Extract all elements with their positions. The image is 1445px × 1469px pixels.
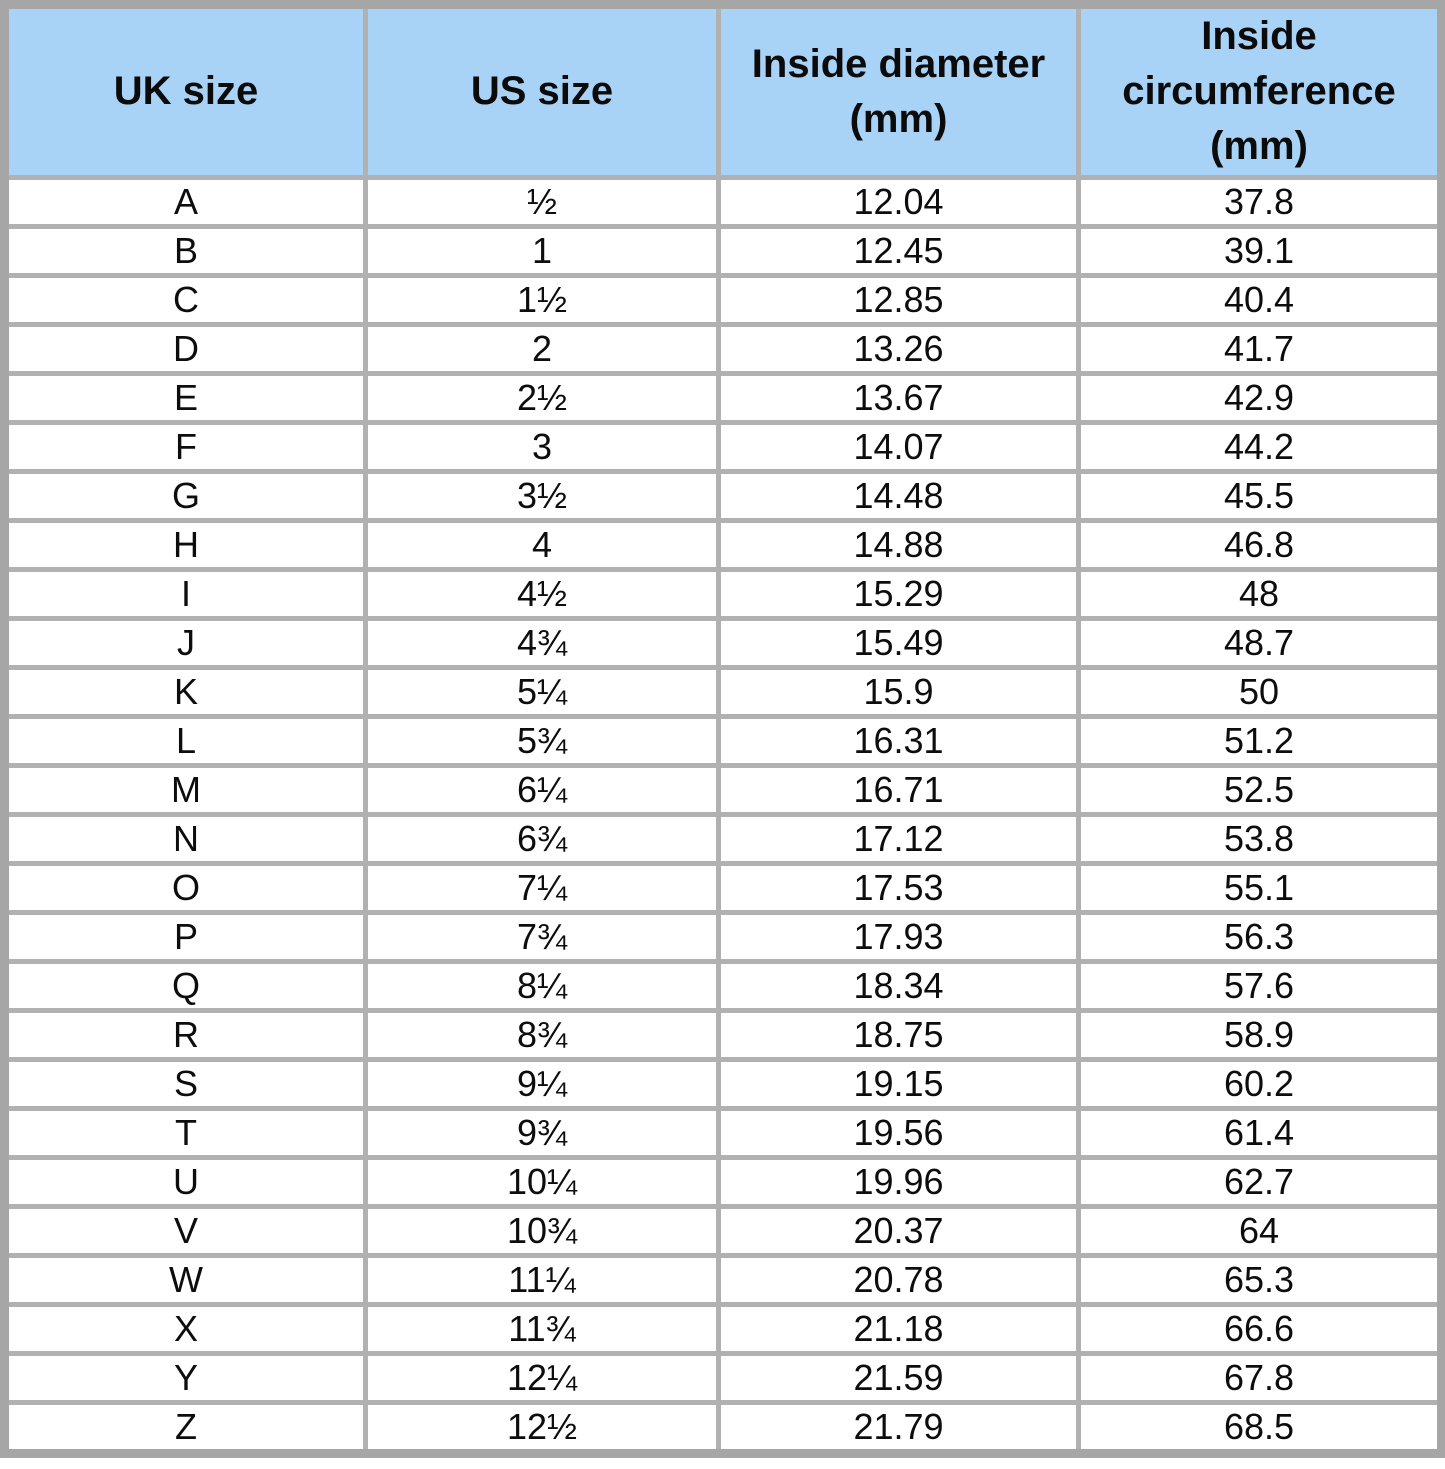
inside-diameter-cell: 14.07 [719, 422, 1079, 471]
uk-size-cell: U [5, 1157, 366, 1206]
header-inside-circumference: Inside circumference (mm) [1079, 5, 1442, 178]
uk-size-cell: S [5, 1059, 366, 1108]
table-row [5, 1255, 1442, 1304]
uk-size-cell: J [5, 618, 366, 667]
uk-size-cell: A [5, 177, 366, 226]
uk-size-cell: C [5, 275, 366, 324]
us-size-cell: 12¼ [366, 1353, 719, 1402]
table-row [5, 226, 1442, 275]
table-row [5, 1010, 1442, 1059]
table-row [5, 1157, 1442, 1206]
table-row [5, 1402, 1442, 1453]
us-size-cell: 4½ [366, 569, 719, 618]
table-row [5, 1353, 1442, 1402]
us-size-cell: 10¾ [366, 1206, 719, 1255]
table-row [5, 863, 1442, 912]
uk-size-cell: N [5, 814, 366, 863]
inside-circumference-cell: 44.2 [1079, 422, 1442, 471]
us-size-cell: 10¼ [366, 1157, 719, 1206]
inside-circumference-cell: 58.9 [1079, 1010, 1442, 1059]
table-row [5, 177, 1442, 226]
us-size-cell: 1½ [366, 275, 719, 324]
us-size-cell: 1 [366, 226, 719, 275]
inside-diameter-cell: 17.93 [719, 912, 1079, 961]
inside-diameter-cell: 15.49 [719, 618, 1079, 667]
us-size-cell: 7¼ [366, 863, 719, 912]
table-row [5, 569, 1442, 618]
inside-diameter-cell: 20.37 [719, 1206, 1079, 1255]
table-row [5, 765, 1442, 814]
table-row [5, 716, 1442, 765]
inside-diameter-cell: 12.45 [719, 226, 1079, 275]
inside-circumference-cell: 48 [1079, 569, 1442, 618]
table-body [5, 177, 1442, 1453]
us-size-cell: ½ [366, 177, 719, 226]
inside-circumference-cell: 53.8 [1079, 814, 1442, 863]
inside-diameter-cell: 21.79 [719, 1402, 1079, 1453]
uk-size-cell: E [5, 373, 366, 422]
inside-circumference-cell: 67.8 [1079, 1353, 1442, 1402]
uk-size-cell: X [5, 1304, 366, 1353]
table-row [5, 471, 1442, 520]
inside-diameter-cell: 14.88 [719, 520, 1079, 569]
table-row [5, 618, 1442, 667]
us-size-cell: 7¾ [366, 912, 719, 961]
table-row [5, 275, 1442, 324]
us-size-cell: 2½ [366, 373, 719, 422]
inside-circumference-cell: 64 [1079, 1206, 1442, 1255]
table-header [5, 5, 1442, 178]
us-size-cell: 6¾ [366, 814, 719, 863]
header-row [5, 5, 1442, 178]
table-row [5, 1059, 1442, 1108]
inside-diameter-cell: 19.56 [719, 1108, 1079, 1157]
inside-diameter-cell: 13.26 [719, 324, 1079, 373]
uk-size-cell: G [5, 471, 366, 520]
table-row [5, 961, 1442, 1010]
inside-circumference-cell: 60.2 [1079, 1059, 1442, 1108]
table-row [5, 1108, 1442, 1157]
uk-size-cell: Z [5, 1402, 366, 1453]
us-size-cell: 3 [366, 422, 719, 471]
us-size-cell: 11¾ [366, 1304, 719, 1353]
inside-circumference-cell: 37.8 [1079, 177, 1442, 226]
inside-diameter-cell: 19.15 [719, 1059, 1079, 1108]
inside-diameter-cell: 15.9 [719, 667, 1079, 716]
us-size-cell: 8¾ [366, 1010, 719, 1059]
uk-size-cell: I [5, 569, 366, 618]
inside-circumference-cell: 68.5 [1079, 1402, 1442, 1453]
us-size-cell: 2 [366, 324, 719, 373]
inside-diameter-cell: 18.75 [719, 1010, 1079, 1059]
inside-circumference-cell: 61.4 [1079, 1108, 1442, 1157]
uk-size-cell: P [5, 912, 366, 961]
inside-diameter-cell: 12.04 [719, 177, 1079, 226]
header-uk-size: UK size [5, 5, 366, 178]
table-row [5, 1206, 1442, 1255]
inside-circumference-cell: 62.7 [1079, 1157, 1442, 1206]
inside-diameter-cell: 21.59 [719, 1353, 1079, 1402]
inside-circumference-cell: 66.6 [1079, 1304, 1442, 1353]
uk-size-cell: T [5, 1108, 366, 1157]
inside-circumference-cell: 48.7 [1079, 618, 1442, 667]
uk-size-cell: M [5, 765, 366, 814]
uk-size-cell: R [5, 1010, 366, 1059]
us-size-cell: 11¼ [366, 1255, 719, 1304]
table-row [5, 667, 1442, 716]
inside-diameter-cell: 21.18 [719, 1304, 1079, 1353]
inside-diameter-cell: 15.29 [719, 569, 1079, 618]
inside-circumference-cell: 52.5 [1079, 765, 1442, 814]
table-row [5, 520, 1442, 569]
us-size-cell: 8¼ [366, 961, 719, 1010]
inside-circumference-cell: 41.7 [1079, 324, 1442, 373]
us-size-cell: 5¼ [366, 667, 719, 716]
inside-diameter-cell: 17.53 [719, 863, 1079, 912]
uk-size-cell: B [5, 226, 366, 275]
inside-circumference-cell: 65.3 [1079, 1255, 1442, 1304]
inside-circumference-cell: 45.5 [1079, 471, 1442, 520]
table-row [5, 1304, 1442, 1353]
us-size-cell: 4¾ [366, 618, 719, 667]
uk-size-cell: Q [5, 961, 366, 1010]
inside-circumference-cell: 42.9 [1079, 373, 1442, 422]
inside-circumference-cell: 46.8 [1079, 520, 1442, 569]
table-row [5, 324, 1442, 373]
inside-circumference-cell: 56.3 [1079, 912, 1442, 961]
inside-diameter-cell: 16.31 [719, 716, 1079, 765]
uk-size-cell: W [5, 1255, 366, 1304]
table-row [5, 373, 1442, 422]
inside-circumference-cell: 50 [1079, 667, 1442, 716]
uk-size-cell: F [5, 422, 366, 471]
inside-diameter-cell: 12.85 [719, 275, 1079, 324]
uk-size-cell: O [5, 863, 366, 912]
inside-circumference-cell: 39.1 [1079, 226, 1442, 275]
us-size-cell: 9¼ [366, 1059, 719, 1108]
inside-circumference-cell: 57.6 [1079, 961, 1442, 1010]
inside-diameter-cell: 16.71 [719, 765, 1079, 814]
inside-circumference-cell: 51.2 [1079, 716, 1442, 765]
us-size-cell: 6¼ [366, 765, 719, 814]
inside-diameter-cell: 19.96 [719, 1157, 1079, 1206]
uk-size-cell: Y [5, 1353, 366, 1402]
table-row [5, 422, 1442, 471]
us-size-cell: 4 [366, 520, 719, 569]
inside-diameter-cell: 13.67 [719, 373, 1079, 422]
inside-circumference-cell: 55.1 [1079, 863, 1442, 912]
us-size-cell: 5¾ [366, 716, 719, 765]
us-size-cell: 3½ [366, 471, 719, 520]
header-inside-diameter: Inside diameter (mm) [719, 5, 1079, 178]
uk-size-cell: H [5, 520, 366, 569]
us-size-cell: 12½ [366, 1402, 719, 1453]
uk-size-cell: L [5, 716, 366, 765]
inside-diameter-cell: 20.78 [719, 1255, 1079, 1304]
table-row [5, 912, 1442, 961]
inside-diameter-cell: 17.12 [719, 814, 1079, 863]
us-size-cell: 9¾ [366, 1108, 719, 1157]
uk-size-cell: V [5, 1206, 366, 1255]
inside-diameter-cell: 14.48 [719, 471, 1079, 520]
uk-size-cell: K [5, 667, 366, 716]
inside-diameter-cell: 18.34 [719, 961, 1079, 1010]
header-us-size: US size [366, 5, 719, 178]
table-row [5, 814, 1442, 863]
uk-size-cell: D [5, 324, 366, 373]
inside-circumference-cell: 40.4 [1079, 275, 1442, 324]
